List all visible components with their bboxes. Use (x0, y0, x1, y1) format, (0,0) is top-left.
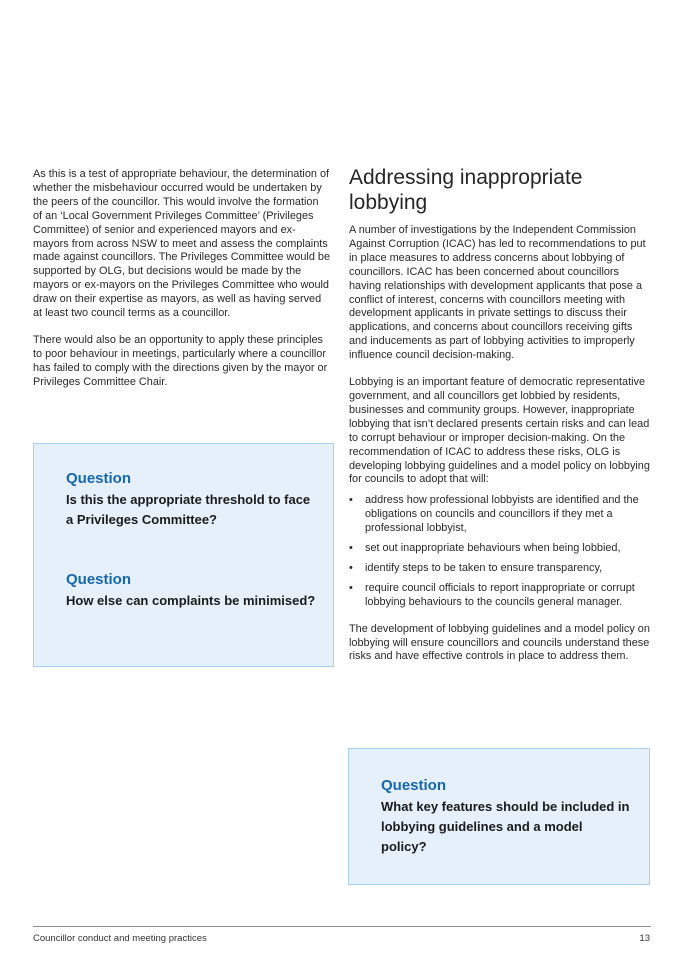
question-text: What key features should be included in lobbying guidelines and a model policy? (381, 799, 630, 854)
bullet-text: address how professional lobbyists are identified and the obligations on councils and councillors if they met a professional lobbyist, (365, 494, 639, 535)
list-item (349, 494, 651, 536)
right-column (349, 165, 651, 664)
section-heading: Addressing inappropriate lobbying (349, 166, 583, 214)
footer-title: Councillor conduct and meeting practices (33, 933, 207, 944)
bullet-text: set out inappropriate behaviours when being lobbied, (365, 542, 621, 555)
page-number: 13 (639, 933, 650, 944)
bullet-marker: • (349, 494, 353, 507)
list-item (349, 542, 651, 556)
bullet-text: require council officials to report inappropriate or corrupt lobbying behaviours to the councils general manager. (365, 581, 635, 608)
list-item (349, 562, 651, 576)
body-paragraph: As this is a test of appropriate behaviour, the determination of whether the misbehaviour occurred would be undertaken by the peers of the councillor. This would involve the formation of an ‘Local Government Privileges Committee’ (Privileges Committee) of senior and experienced mayors and ex-mayors from across NSW to meet and assess the complaints made against councillors. The Privileges Committee would be supported by OLG, but decisions would be made by the mayors or ex-mayors on the Privileges Committee who would draw on their expertise as mayors, as well as having served at least two council terms as a councillor. (33, 168, 331, 320)
footer-divider (33, 926, 651, 927)
question-label: Question (381, 777, 447, 794)
list-item (349, 582, 651, 610)
question-item (381, 776, 631, 857)
question-box-privileges (33, 443, 334, 667)
left-column (33, 168, 330, 390)
bullet-marker: • (349, 542, 353, 555)
bullet-marker: • (349, 581, 353, 594)
bullet-text: identify steps to be taken to ensure transparency, (365, 561, 603, 574)
question-text: How else can complaints be minimised? (66, 593, 316, 608)
question-text: Is this the appropriate threshold to face a Privileges Committee? (66, 492, 311, 527)
question-label: Question (66, 571, 132, 588)
closing-paragraph: The development of lobbying guidelines and a model policy on lobbying will ensure councillors and councils understand these risks and have effective controls in place to address them. (349, 622, 650, 663)
bullet-marker: • (349, 561, 353, 574)
bullet-list (349, 494, 651, 609)
body-paragraph: A number of investigations by the Independent Commission Against Corruption (ICAC) has led to recommendations to put in place measures to address concerns about lobbying of councillors. ICAC has been concerned about councillors having relationships with development applicants that pose a conflict of interest, concerns with councillors meeting with development applicants in private settings to discuss their applications, and concerns about councillors receiving gifts and inducements as part of lobbying activities to improperly influence council decision-making. (349, 224, 646, 362)
body-paragraph: Lobbying is an important feature of democratic representative government, and all councillors get lobbied by residents, businesses and community groups. However, inappropriate lobbying that isn’t declared presents certain risks and can lead to corrupt behaviour or improper decision-making. On the recommendation of ICAC to address these risks, OLG is developing lobbying guidelines and a model policy on lobbying for councils to adopt that will: (349, 376, 650, 486)
question-label: Question (66, 470, 132, 487)
question-box-lobbying (348, 748, 650, 885)
body-paragraph: There would also be an opportunity to apply these principles to poor behaviour in meetings, particularly where a councillor has failed to comply with the directions given by the mayor or Privileges Committee Chair. (33, 333, 328, 388)
question-item (66, 469, 316, 530)
question-item (66, 570, 316, 611)
